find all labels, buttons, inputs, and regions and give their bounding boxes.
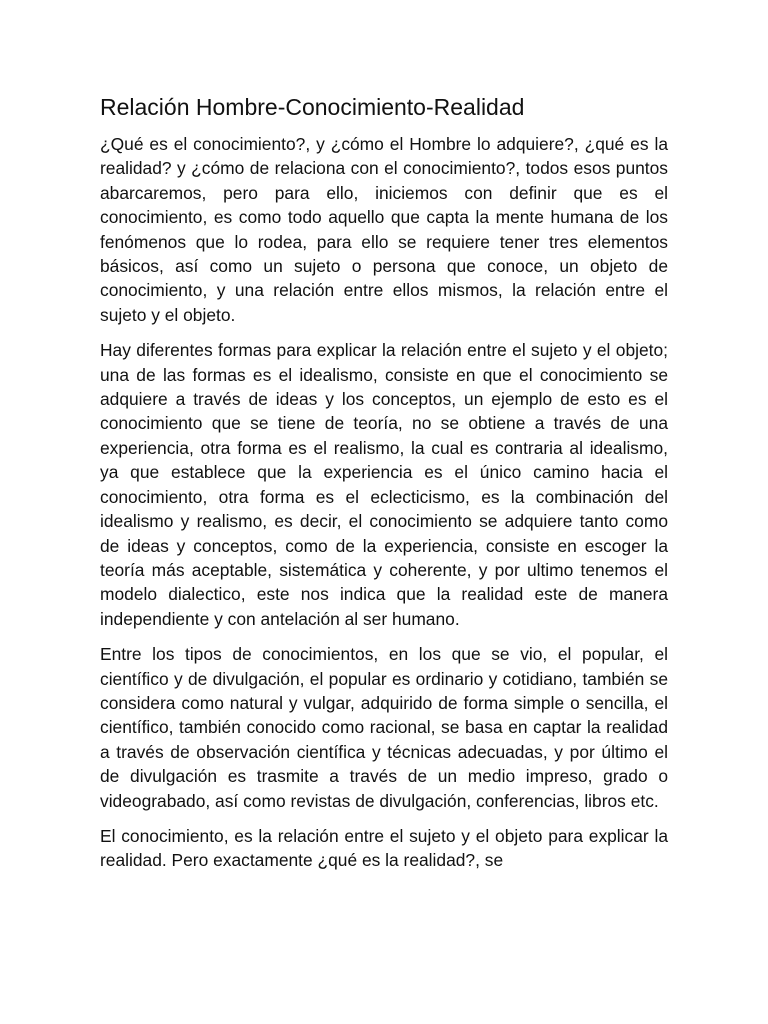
paragraph-4: El conocimiento, es la relación entre el sujeto y el objeto para explicar la realidad. Pero exactamente ¿qué es la realidad?, se — [100, 825, 668, 871]
paragraph-3: Entre los tipos de conocimientos, en los que se vio, el popular, el científico y de divulgación, el popular es ordinario y cotidiano, también se considera como natural y vulgar, adquirido de forma simple o sencilla, el científico, también conocido como racional, se basa en captar la realidad a través de observación científica y técnicas adecuadas, y por último el de divulgación es trasmite a través de un medio impreso, grado o videograbado, así como revistas de divulgación, conferencias, libros etc. — [100, 644, 668, 811]
document-body — [100, 92, 668, 884]
document-title: Relación Hombre-Conocimiento-Realidad — [100, 94, 525, 120]
paragraph-1: ¿Qué es el conocimiento?, y ¿cómo el Hombre lo adquiere?, ¿qué es la realidad? y ¿cómo de relaciona con el conocimiento?, todos esos puntos abarcaremos, pero para ello, iniciemos con definir que es el conocimiento, es como todo aquello que capta la mente humana de los fenómenos que lo rodea, para ello se requiere tener tres elementos básicos, así como un sujeto o persona que conoce, un objeto de conocimiento, y una relación entre ellos mismos, la relación entre el sujeto y el objeto. — [100, 134, 668, 325]
paragraph-2: Hay diferentes formas para explicar la relación entre el sujeto y el objeto; una de las formas es el idealismo, consiste en que el conocimiento se adquiere a través de ideas y los conceptos, un ejemplo de esto es el conocimiento que se tiene de teoría, no se obtiene a través de una experiencia, otra forma es el realismo, la cual es contraria al idealismo, ya que establece que la experiencia es el único camino hacia el conocimiento, otra forma es el eclecticismo, es la combinación del idealismo y realismo, es decir, el conocimiento se adquiere tanto como de ideas y conceptos, como de la experiencia, consiste en escoger la teoría más aceptable, sistemática y coherente, y por ultimo tenemos el modelo dialectico, este nos indica que la realidad este de manera independiente y con antelación al ser humano. — [100, 340, 668, 629]
